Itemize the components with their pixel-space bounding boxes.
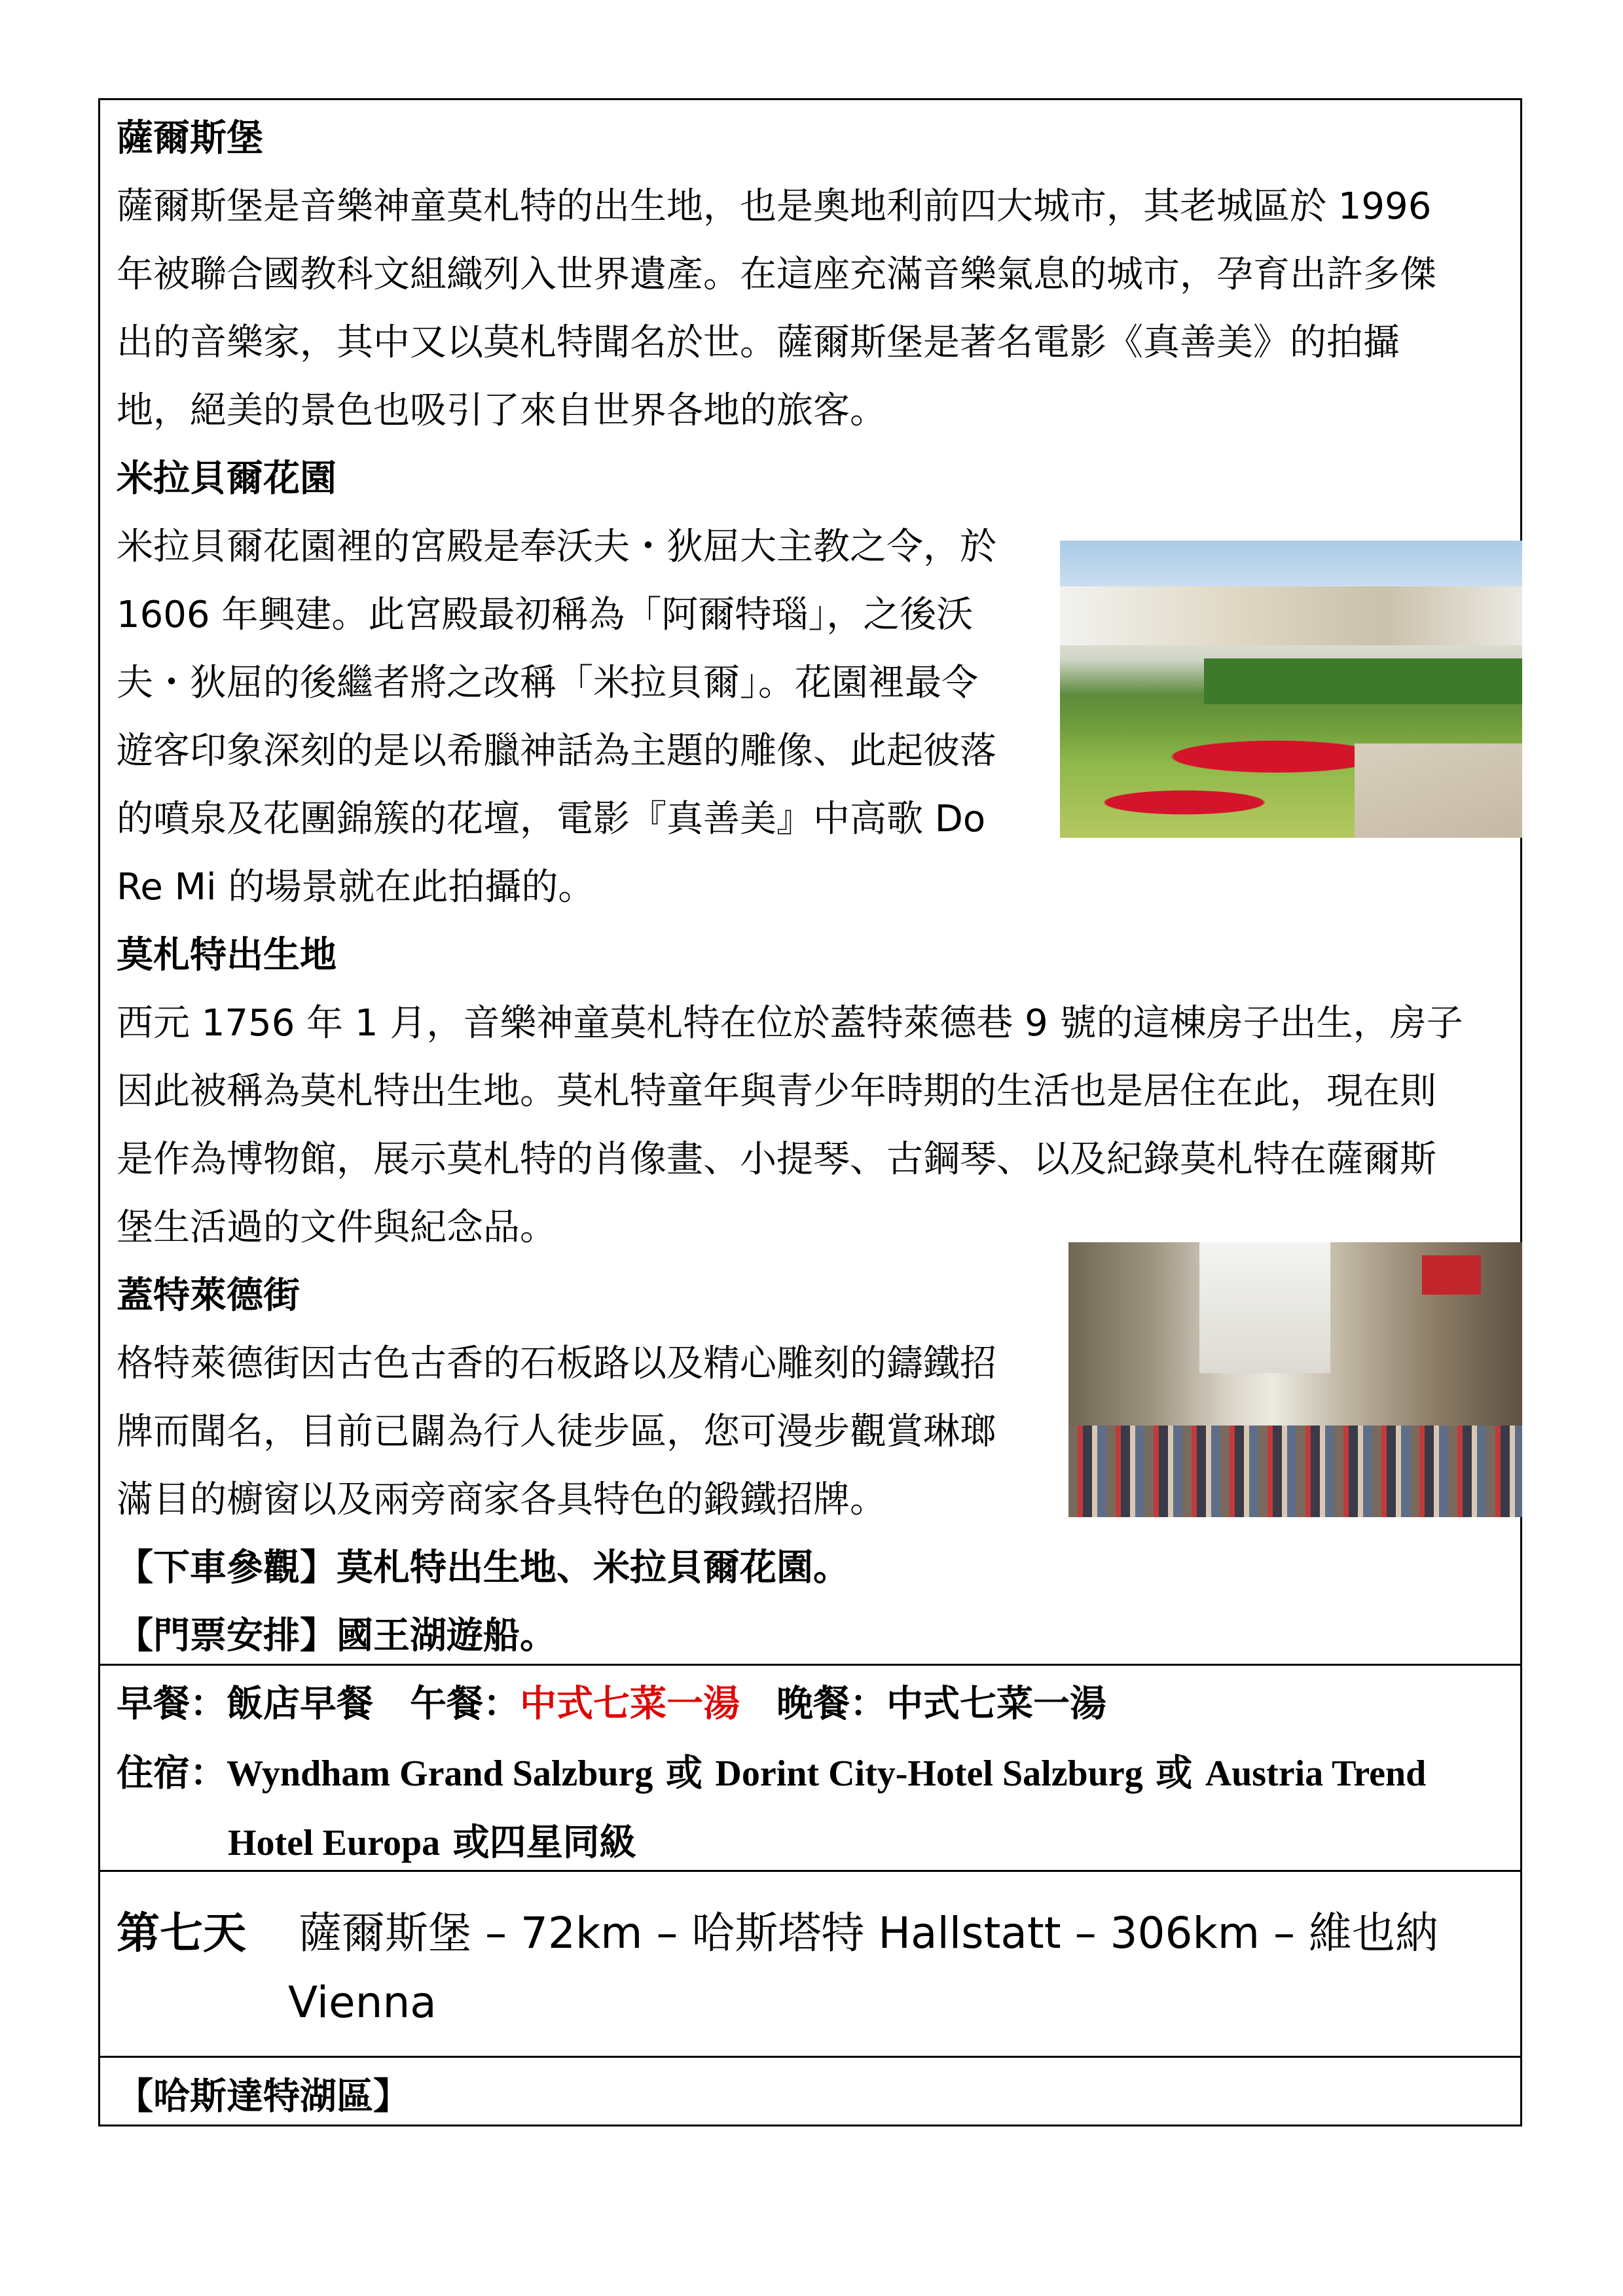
divider [98,2056,1522,2058]
meals-line [117,1670,1106,1738]
paragraph-line: 米拉貝爾花園裡的宮殿是奉沃夫・狄屈大主教之令，於 [117,526,996,568]
hotel-3: Austria Trend [1205,1753,1427,1794]
day-label: 第七天 [117,1908,246,1958]
paragraph-line: 滿目的櫥窗以及兩旁商家各具特色的鍛鐵招牌。 [117,1479,886,1521]
paragraph-line: 格特萊德街因古色古香的石板路以及精心雕刻的鑄鐵招 [117,1342,996,1385]
day-title [117,1899,1438,1967]
section-heading: 米拉貝爾花園 [117,457,337,500]
section-heading: 薩爾斯堡 [117,117,263,160]
or-text: 或 [1156,1752,1193,1795]
paragraph-line: 地，絕美的景色也吸引了來自世界各地的旅客。 [117,389,886,432]
paragraph-line: 遊客印象深刻的是以希臘神話為主題的雕像、此起彼落 [117,730,996,772]
paragraph-line: 夫・狄屈的後繼者將之改稱「米拉貝爾」。花園裡最令 [117,662,978,704]
paragraph-line: 堡生活過的文件與紀念品。 [117,1206,556,1249]
ticket-note: 【門票安排】國王湖遊船。 [117,1615,556,1657]
hotel-line-2 [228,1809,636,1877]
hotel-1: Wyndham Grand Salzburg [227,1753,653,1794]
paragraph-line: 是作為博物館，展示莫札特的肖像畫、小提琴、古鋼琴、以及紀錄莫札特在薩爾斯 [117,1138,1436,1181]
hotel-2: Dorint City-Hotel Salzburg [715,1753,1143,1794]
section-heading: 蓋特萊德街 [117,1274,300,1317]
mirabell-gardens-photo [1060,541,1522,838]
next-section-heading: 【哈斯達特湖區】 [117,2075,410,2118]
lunch-label: 午餐： [410,1683,520,1725]
paragraph-line: 薩爾斯堡是音樂神童莫札特的出生地，也是奧地利前四大城市，其老城區於 1996 [117,185,1432,228]
paragraph-line: 的噴泉及花團錦簇的花壇，電影『真善美』中高歌 Do [117,798,986,840]
paragraph-line: 出的音樂家，其中又以莫札特聞名於世。薩爾斯堡是著名電影《真善美》的拍攝 [117,321,1400,364]
section-heading: 莫札特出生地 [117,934,337,977]
paragraph-line: 西元 1756 年 1 月，音樂神童莫札特在位於蓋特萊德巷 9 號的這棟房子出生，房子 [117,1002,1463,1045]
lunch-value: 中式七菜一湯 [520,1683,740,1725]
hotel-3-cont: Hotel Europa [228,1823,441,1863]
or-text: 或 [665,1752,702,1795]
hotel-tail: 或四星同級 [452,1821,636,1864]
breakfast-label: 早餐： [117,1683,227,1725]
dinner-value: 中式七菜一湯 [886,1683,1106,1725]
sightseeing-note: 【下車參觀】莫札特出生地、米拉貝爾花園。 [117,1547,850,1589]
paragraph-line: 1606 年興建。此宮殿最初稱為「阿爾特瑙」，之後沃 [117,594,974,636]
day-route: 薩爾斯堡 – 72km – 哈斯塔特 Hallstatt – 306km – 維也納 [299,1908,1439,1958]
paragraph-line: 年被聯合國教科文組織列入世界遺產。在這座充滿音樂氣息的城市，孕育出許多傑 [117,253,1436,296]
hotel-line [117,1740,1426,1808]
hotel-label: 住宿： [117,1752,227,1795]
breakfast-value: 飯店早餐 [227,1683,373,1725]
paragraph-line: 牌而聞名，目前已闢為行人徒步區，您可漫步觀賞琳瑯 [117,1410,996,1453]
getreidegasse-street-photo [1068,1242,1522,1517]
dinner-label: 晚餐： [776,1683,886,1725]
day-route-cont: Vienna [288,1977,437,2028]
paragraph-line: 因此被稱為莫札特出生地。莫札特童年與青少年時期的生活也是居住在此，現在則 [117,1070,1436,1113]
paragraph-line: Re Mi 的場景就在此拍攝的。 [117,866,595,908]
